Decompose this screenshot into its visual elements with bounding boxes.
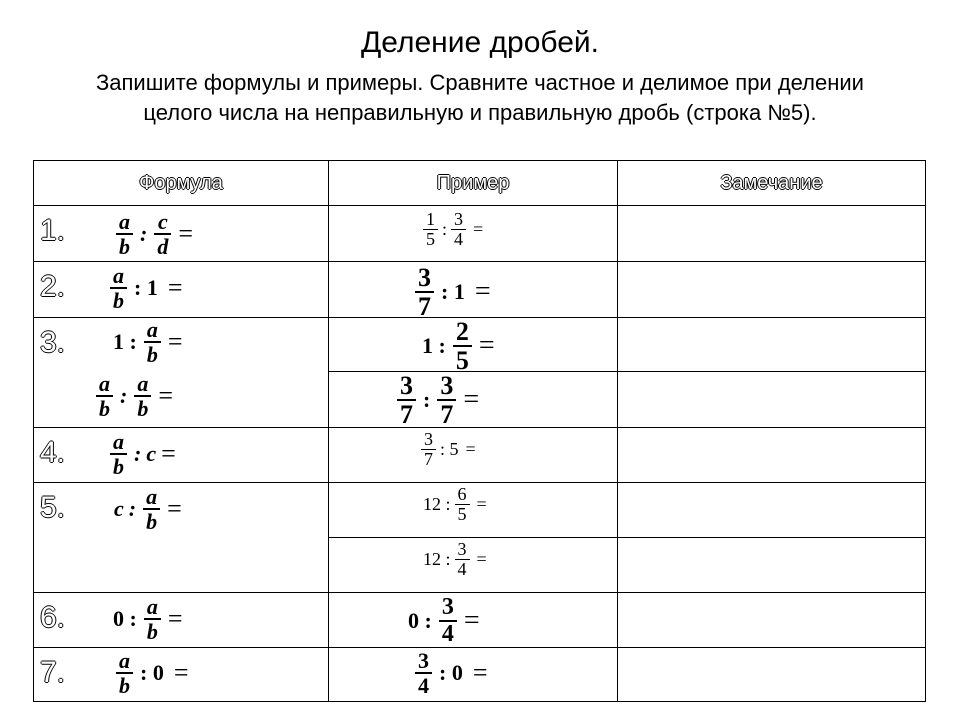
formula-cell: [34, 593, 329, 648]
formula-expression: $\frac{a}{b}$ : 0 =: [114, 649, 194, 697]
formula-expression: 0 : $\frac{a}{b}$ =: [113, 594, 183, 645]
row-number: 5.: [40, 491, 66, 524]
table-row: [34, 428, 926, 483]
row-number: 2.: [40, 270, 66, 303]
formula-cell: [34, 428, 329, 483]
example-expression: $\frac{3}{7}$ : 5 =: [419, 430, 481, 469]
row-number: 7.: [40, 656, 66, 689]
example-expression: $\frac{3}{7}$ : 1 =: [413, 264, 496, 321]
example-cell: [329, 372, 618, 428]
table-row: [34, 206, 926, 262]
row-number: 6.: [40, 601, 66, 634]
table-row: [34, 318, 926, 372]
remark-cell[interactable]: [618, 483, 926, 538]
table-row: [34, 648, 926, 702]
example-expression: 1 : $\frac{2}{5}$ =: [422, 317, 495, 376]
formula-cell: [34, 483, 329, 593]
example-expression: 0 : $\frac{3}{4}$ =: [408, 594, 480, 648]
remark-cell[interactable]: [618, 428, 926, 483]
table-row: [34, 593, 926, 648]
header-example: Пример: [329, 161, 618, 206]
remark-cell[interactable]: [618, 262, 926, 318]
example-expression: $\frac{3}{4}$ : 0 =: [413, 649, 493, 697]
row-number: 3.: [40, 326, 66, 359]
page-title: Деление дробей.: [360, 26, 600, 59]
remark-cell[interactable]: [618, 372, 926, 428]
example-cell: [329, 593, 618, 648]
example-cell: [329, 206, 618, 262]
formula-expression: c : $\frac{a}{b}$ =: [114, 484, 182, 535]
example-expression: 12 : $\frac{6}{5}$ =: [423, 484, 487, 524]
table-row: [34, 262, 926, 318]
row-number: 4.: [40, 436, 66, 469]
example-cell: [329, 317, 618, 376]
example-cell: [329, 483, 618, 538]
example-cell: [329, 648, 618, 702]
remark-cell[interactable]: [618, 593, 926, 648]
formula-expression: $\frac{a}{b}$ : 1 =: [108, 264, 188, 312]
formula-expression: 1 : $\frac{a}{b}$ =: [113, 317, 183, 368]
remark-cell[interactable]: [618, 648, 926, 702]
formula-cell: [34, 648, 329, 702]
remark-cell[interactable]: [618, 206, 926, 262]
remark-cell[interactable]: [618, 538, 926, 593]
formula-cell: [34, 206, 329, 262]
formula-cell: [34, 318, 329, 428]
fraction-division-table: [33, 160, 926, 702]
formula-cell: [34, 262, 329, 318]
example-cell: [329, 538, 618, 593]
header-formula: Формула: [34, 161, 329, 206]
example-cell: [329, 428, 618, 483]
formula-expression-2: $\frac{a}{b}$ : $\frac{a}{b}$ =: [94, 372, 178, 420]
formula-expression: $\frac{a}{b}$ : c =: [108, 430, 181, 478]
header-remark: Замечание: [618, 161, 926, 206]
row-number: 1.: [40, 214, 66, 247]
table-row: [34, 483, 926, 538]
table-header-row: [34, 161, 926, 206]
example-expression: 12 : $\frac{3}{4}$ =: [423, 539, 487, 579]
example-expression: $\frac{3}{7}$ : $\frac{3}{7}$ =: [395, 372, 484, 429]
page-subtitle: Запишите формулы и примеры. Сравните частное и делимое при делении целого числа на неправильную и правильную дробь (строка №5).: [96, 70, 864, 125]
example-cell: [329, 262, 618, 322]
formula-expression: $\frac{a}{b}$ : $\frac{c}{d}$ =: [114, 210, 198, 258]
remark-cell[interactable]: [618, 318, 926, 372]
example-expression: $\frac{1}{5}$ : $\frac{3}{4}$ =: [421, 210, 488, 249]
